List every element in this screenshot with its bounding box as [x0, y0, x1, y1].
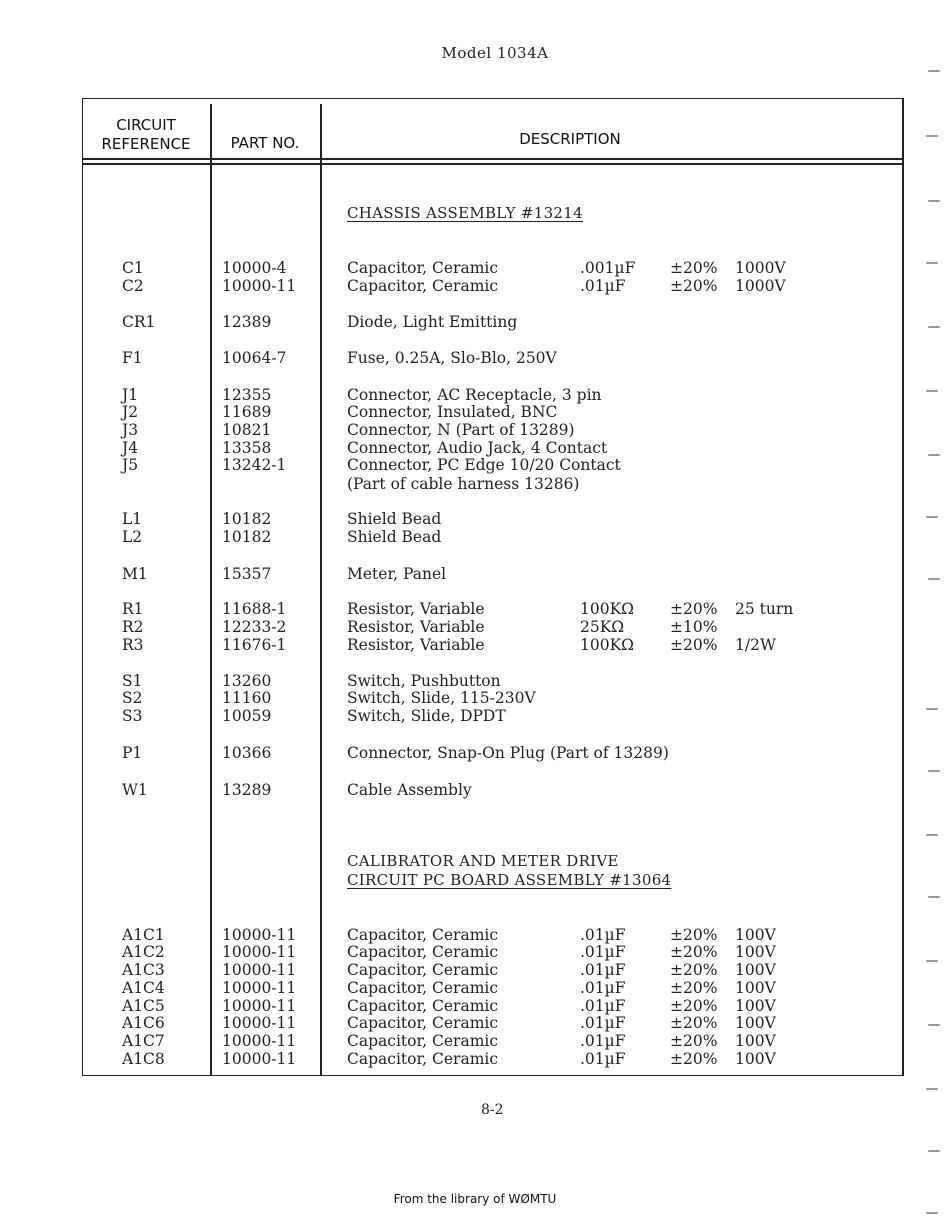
row-desc-cell: Connector, PC Edge 10/20 Contact — [347, 456, 621, 474]
scan-mark — [926, 708, 938, 710]
scan-mark — [926, 516, 938, 518]
scan-mark — [928, 770, 940, 772]
scan-mark — [928, 1150, 940, 1152]
row-desc-cell: (Part of cable harness 13286) — [347, 475, 580, 493]
row-desc-cell: Connector, Audio Jack, 4 Contact — [347, 439, 608, 457]
row-rat-cell: 100V — [735, 943, 776, 961]
row-ref-cell: A1C2 — [122, 943, 165, 961]
row-ref-cell: L1 — [122, 510, 143, 528]
row-val-cell: .01µF — [580, 1014, 626, 1032]
scan-mark — [926, 262, 938, 264]
row-val-cell: .01µF — [580, 1032, 626, 1050]
row-part-cell: 11160 — [222, 689, 272, 707]
row-part-cell: 13260 — [222, 672, 272, 690]
row-ref-cell: A1C4 — [122, 979, 165, 997]
row-part-cell: 12389 — [222, 313, 272, 331]
row-desc-cell: Shield Bead — [347, 528, 442, 546]
header-rule — [82, 163, 904, 165]
row-desc-cell: Resistor, Variable — [347, 636, 485, 654]
footer-credit: From the library of WØMTU — [393, 1192, 557, 1206]
row-part-cell: 10182 — [222, 510, 272, 528]
row-ref-cell: W1 — [122, 781, 148, 799]
row-ref-cell: A1C7 — [122, 1032, 165, 1050]
row-val-cell: .01µF — [580, 997, 626, 1015]
row-rat-cell: 100V — [735, 926, 776, 944]
row-val-cell: .01µF — [580, 943, 626, 961]
row-desc-cell: Capacitor, Ceramic — [347, 943, 499, 961]
row-ref-cell: R3 — [122, 636, 144, 654]
row-part-cell: 12233-2 — [222, 618, 287, 636]
scan-mark — [928, 1024, 940, 1026]
header-rule — [82, 158, 904, 160]
row-part-cell: 10000-11 — [222, 277, 297, 295]
scan-mark — [926, 135, 938, 137]
row-part-cell: 10821 — [222, 421, 272, 439]
row-tol-cell: ±20% — [670, 926, 718, 944]
row-rat-cell: 100V — [735, 997, 776, 1015]
row-rat-cell: 100V — [735, 1032, 776, 1050]
row-ref-cell: R1 — [122, 600, 144, 618]
scan-mark — [926, 1088, 938, 1090]
row-rat-cell: 100V — [735, 1050, 776, 1068]
row-rat-cell: 25 turn — [735, 600, 794, 618]
row-rat-cell: 1000V — [735, 259, 786, 277]
row-ref-cell: A1C3 — [122, 961, 165, 979]
row-desc-cell: Capacitor, Ceramic — [347, 961, 499, 979]
row-part-cell: 13242-1 — [222, 456, 287, 474]
row-desc-cell: Capacitor, Ceramic — [347, 277, 499, 295]
row-part-cell: 10000-11 — [222, 961, 297, 979]
row-part-cell: 10000-11 — [222, 1014, 297, 1032]
row-ref-cell: S2 — [122, 689, 143, 707]
row-tol-cell: ±20% — [670, 277, 718, 295]
row-part-cell: 10000-11 — [222, 1032, 297, 1050]
row-ref-cell: S3 — [122, 707, 143, 725]
row-tol-cell: ±20% — [670, 1014, 718, 1032]
row-ref-cell: S1 — [122, 672, 143, 690]
row-desc-cell: Switch, Pushbutton — [347, 672, 501, 690]
row-desc-cell: Connector, Insulated, BNC — [347, 403, 558, 421]
row-ref-cell: R2 — [122, 618, 144, 636]
row-desc-cell: Fuse, 0.25A, Slo-Blo, 250V — [347, 349, 557, 367]
row-ref-cell: M1 — [122, 565, 148, 583]
row-ref-cell: P1 — [122, 744, 143, 762]
scan-mark — [926, 390, 938, 392]
row-part-cell: 15357 — [222, 565, 272, 583]
row-part-cell: 11688-1 — [222, 600, 287, 618]
row-ref-cell: J4 — [122, 439, 139, 457]
row-ref-cell: C2 — [122, 277, 144, 295]
row-part-cell: 10064-7 — [222, 349, 287, 367]
row-desc-cell: Switch, Slide, DPDT — [347, 707, 506, 725]
row-ref-cell: A1C8 — [122, 1050, 165, 1068]
row-tol-cell: ±20% — [670, 961, 718, 979]
header-circuit-reference: CIRCUIT REFERENCE — [101, 116, 191, 153]
row-part-cell: 10059 — [222, 707, 272, 725]
column-divider — [320, 104, 322, 1076]
section-title: CALIBRATOR AND METER DRIVE — [347, 852, 619, 870]
row-desc-cell: Capacitor, Ceramic — [347, 1032, 499, 1050]
row-desc-cell: Resistor, Variable — [347, 600, 485, 618]
row-desc-cell: Connector, Snap-On Plug (Part of 13289) — [347, 744, 669, 762]
row-rat-cell: 1000V — [735, 277, 786, 295]
scan-mark — [928, 200, 940, 202]
row-tol-cell: ±10% — [670, 618, 718, 636]
row-rat-cell: 1/2W — [735, 636, 776, 654]
scan-mark — [926, 1212, 938, 1214]
row-desc-cell: Capacitor, Ceramic — [347, 997, 499, 1015]
row-part-cell: 12355 — [222, 386, 272, 404]
page-title: Model 1034A — [441, 44, 549, 62]
row-desc-cell: Capacitor, Ceramic — [347, 1050, 499, 1068]
row-val-cell: 100KΩ — [580, 600, 635, 618]
row-desc-cell: Meter, Panel — [347, 565, 447, 583]
row-part-cell: 10366 — [222, 744, 272, 762]
row-desc-cell: Capacitor, Ceramic — [347, 1014, 499, 1032]
row-desc-cell: Capacitor, Ceramic — [347, 979, 499, 997]
row-desc-cell: Capacitor, Ceramic — [347, 926, 499, 944]
header-part-no: PART NO. — [230, 134, 300, 152]
scan-mark — [928, 326, 940, 328]
row-val-cell: 25KΩ — [580, 618, 625, 636]
row-rat-cell: 100V — [735, 979, 776, 997]
page-number: 8-2 — [481, 1102, 504, 1118]
row-val-cell: .001µF — [580, 259, 636, 277]
row-tol-cell: ±20% — [670, 997, 718, 1015]
row-ref-cell: J2 — [122, 403, 139, 421]
row-ref-cell: A1C6 — [122, 1014, 165, 1032]
row-part-cell: 10000-11 — [222, 1050, 297, 1068]
scan-mark — [928, 896, 940, 898]
row-part-cell: 10000-11 — [222, 997, 297, 1015]
scan-mark — [928, 70, 940, 72]
row-desc-cell: Resistor, Variable — [347, 618, 485, 636]
row-part-cell: 11689 — [222, 403, 272, 421]
row-tol-cell: ±20% — [670, 943, 718, 961]
row-part-cell: 13358 — [222, 439, 272, 457]
row-desc-cell: Connector, AC Receptacle, 3 pin — [347, 386, 602, 404]
header-description: DESCRIPTION — [519, 130, 621, 148]
row-desc-cell: Diode, Light Emitting — [347, 313, 518, 331]
row-part-cell: 13289 — [222, 781, 272, 799]
row-part-cell: 10000-4 — [222, 259, 287, 277]
row-val-cell: .01µF — [580, 1050, 626, 1068]
row-tol-cell: ±20% — [670, 1050, 718, 1068]
row-val-cell: .01µF — [580, 961, 626, 979]
row-part-cell: 10182 — [222, 528, 272, 546]
row-ref-cell: J5 — [122, 456, 139, 474]
row-rat-cell: 100V — [735, 961, 776, 979]
row-desc-cell: Cable Assembly — [347, 781, 472, 799]
row-val-cell: .01µF — [580, 979, 626, 997]
scan-mark — [928, 578, 940, 580]
row-ref-cell: F1 — [122, 349, 143, 367]
row-ref-cell: J3 — [122, 421, 139, 439]
scan-mark — [928, 454, 940, 456]
row-desc-cell: Shield Bead — [347, 510, 442, 528]
row-ref-cell: CR1 — [122, 313, 156, 331]
row-ref-cell: L2 — [122, 528, 143, 546]
row-desc-cell: Switch, Slide, 115-230V — [347, 689, 536, 707]
row-tol-cell: ±20% — [670, 600, 718, 618]
row-desc-cell: Connector, N (Part of 13289) — [347, 421, 575, 439]
section-title: CHASSIS ASSEMBLY #13214 — [347, 204, 583, 222]
scan-mark — [926, 834, 938, 836]
row-rat-cell: 100V — [735, 1014, 776, 1032]
column-divider — [210, 104, 212, 1076]
section-title: CIRCUIT PC BOARD ASSEMBLY #13064 — [347, 871, 672, 889]
row-ref-cell: A1C1 — [122, 926, 165, 944]
row-tol-cell: ±20% — [670, 1032, 718, 1050]
row-tol-cell: ±20% — [670, 259, 718, 277]
row-ref-cell: J1 — [122, 386, 139, 404]
row-tol-cell: ±20% — [670, 979, 718, 997]
row-tol-cell: ±20% — [670, 636, 718, 654]
scan-mark — [926, 960, 938, 962]
row-part-cell: 10000-11 — [222, 979, 297, 997]
row-part-cell: 10000-11 — [222, 926, 297, 944]
row-val-cell: .01µF — [580, 926, 626, 944]
row-val-cell: .01µF — [580, 277, 626, 295]
row-part-cell: 10000-11 — [222, 943, 297, 961]
row-ref-cell: C1 — [122, 259, 144, 277]
row-ref-cell: A1C5 — [122, 997, 165, 1015]
row-part-cell: 11676-1 — [222, 636, 287, 654]
row-val-cell: 100KΩ — [580, 636, 635, 654]
row-desc-cell: Capacitor, Ceramic — [347, 259, 499, 277]
